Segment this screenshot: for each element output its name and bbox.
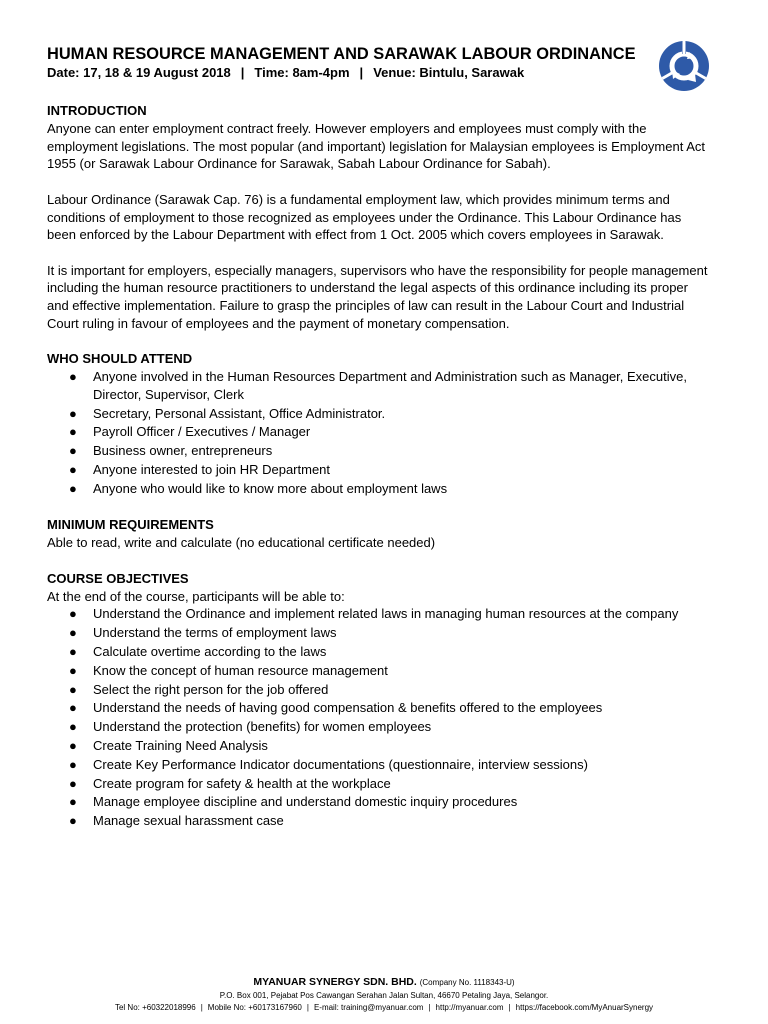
footer-mobile: Mobile No: +60173167960	[207, 1003, 302, 1012]
section-heading-introduction: INTRODUCTION	[47, 103, 147, 118]
footer-tel: Tel No: +60322018996	[114, 1003, 196, 1012]
separator: |	[359, 65, 364, 80]
bullet-icon: ●	[69, 756, 77, 772]
bullet-icon: ●	[69, 794, 77, 810]
company-number: (Company No. 1118343-U)	[419, 978, 515, 987]
list-item: ● Manage employee discipline and understand domestic inquiry procedures	[69, 794, 518, 810]
footer-website-link[interactable]: http://myanuar.com	[435, 1003, 504, 1012]
list-item: ● Create Key Performance Indicator documentations (questionnaire, interview sessions)	[69, 756, 588, 772]
bullet-icon: ●	[69, 461, 77, 477]
intro-paragraph: Anyone can enter employment contract freely. However employers and employees must comply with the employment legislations. The most popular (and important) legislation for Malaysian employees is Employment Act 1955 (or Sarawak Labour Ordinance for Sarawak, Sabah Labour Ordinance for Sabah).	[47, 121, 706, 172]
bullet-icon: ●	[69, 700, 77, 716]
section-heading-who-should-attend: WHO SHOULD ATTEND	[47, 351, 193, 367]
list-item: ● Manage sexual harassment case	[69, 813, 284, 829]
document-title: HUMAN RESOURCE MANAGEMENT AND SARAWAK LABOUR ORDINANCE	[47, 45, 636, 63]
event-date: Date: 17, 18 & 19 August 2018	[47, 65, 231, 80]
event-details	[47, 64, 713, 82]
footer-facebook-link[interactable]: https://facebook.com/MyAnuarSynergy	[515, 1003, 654, 1012]
list-item: ● Select the right person for the job offered	[69, 681, 329, 697]
bullet-icon: ●	[69, 737, 77, 753]
bullet-icon: ●	[69, 719, 77, 735]
requirements-text: Able to read, write and calculate (no educational certificate needed)	[47, 535, 436, 551]
bullet-icon: ●	[69, 405, 77, 421]
bullet-icon: ●	[69, 480, 77, 496]
bullet-icon: ●	[69, 369, 77, 385]
bullet-icon: ●	[69, 424, 77, 440]
footer-email-link[interactable]: E-mail: training@myanuar.com	[313, 1003, 424, 1012]
bullet-icon: ●	[69, 625, 77, 641]
bullet-icon: ●	[69, 643, 77, 659]
document-body	[47, 44, 713, 831]
list-item: ● Business owner, entrepreneurs	[69, 443, 273, 459]
list-item: ● Anyone interested to join HR Department	[69, 461, 331, 477]
list-item: ● Know the concept of human resource management	[69, 662, 388, 678]
intro-paragraph: Labour Ordinance (Sarawak Cap. 76) is a fundamental employment law, which provides minimum terms and conditions of employment to those recognized as employees under the Ordinance. This Labour Ordinance has been enforced by the Labour Department with effect from 1 Oct. 2005 which covers employees in Sarawak.	[47, 191, 682, 243]
list-item: ● Calculate overtime according to the laws	[69, 643, 327, 659]
footer-address: P.O. Box 001, Pejabat Pos Cawangan Serahan Jalan Sultan, 46670 Petaling Jaya, Selangor.	[219, 991, 549, 1000]
list-item: ● Understand the terms of employment laws	[69, 625, 337, 641]
bullet-icon: ●	[69, 813, 77, 829]
list-item: ● Anyone involved in the Human Resources Department and Administration such as Manager, Executive, Director, Supervisor, Clerk	[69, 369, 687, 402]
footer-company	[0, 975, 768, 990]
bullet-icon: ●	[69, 443, 77, 459]
attendee-list	[47, 368, 713, 497]
bullet-icon: ●	[69, 681, 77, 697]
section-heading-minimum-requirements: MINIMUM REQUIREMENTS	[47, 517, 214, 533]
list-item: ● Payroll Officer / Executives / Manager	[69, 424, 311, 440]
list-item: ● Understand the protection (benefits) for women employees	[69, 719, 432, 735]
list-item: ● Understand the Ordinance and implement related laws in managing human resources at the company	[69, 606, 679, 622]
list-item: ● Create program for safety & health at the workplace	[69, 775, 391, 791]
separator: |	[240, 65, 245, 80]
bullet-icon: ●	[69, 662, 77, 678]
bullet-icon: ●	[69, 775, 77, 791]
page-footer	[0, 975, 768, 1014]
objectives-list	[47, 605, 713, 829]
objectives-intro: At the end of the course, participants will be able to:	[47, 588, 345, 604]
footer-contact: Tel No: +60322018996 | Mobile No: +60173167960 | E-mail: training@myanuar.com | http://myanuar.com | https://facebook.com/MyAnuarSynergy	[114, 1003, 654, 1012]
list-item: ● Anyone who would like to know more about employment laws	[69, 480, 448, 496]
company-name: MYANUAR SYNERGY SDN. BHD.	[253, 976, 417, 988]
bullet-icon: ●	[69, 606, 77, 622]
section-heading-course-objectives: COURSE OBJECTIVES	[47, 570, 189, 586]
event-time: Time: 8am-4pm	[254, 65, 350, 80]
list-item: ● Understand the needs of having good compensation & benefits offered to the employees	[69, 700, 603, 716]
list-item: ● Secretary, Personal Assistant, Office Administrator.	[69, 405, 386, 421]
event-venue: Venue: Bintulu, Sarawak	[373, 65, 525, 80]
intro-paragraph: It is important for employers, especially managers, supervisors who have the responsibility for people management including the human resource practitioners to understand the legal aspects of this ordinance including its proper and effective implementation. Failure to grasp the principles of law can result in the Labour Court and Industrial Court ruling in favour of employees and the payment of monetary compensation.	[47, 262, 708, 331]
list-item: ● Create Training Need Analysis	[69, 737, 268, 753]
